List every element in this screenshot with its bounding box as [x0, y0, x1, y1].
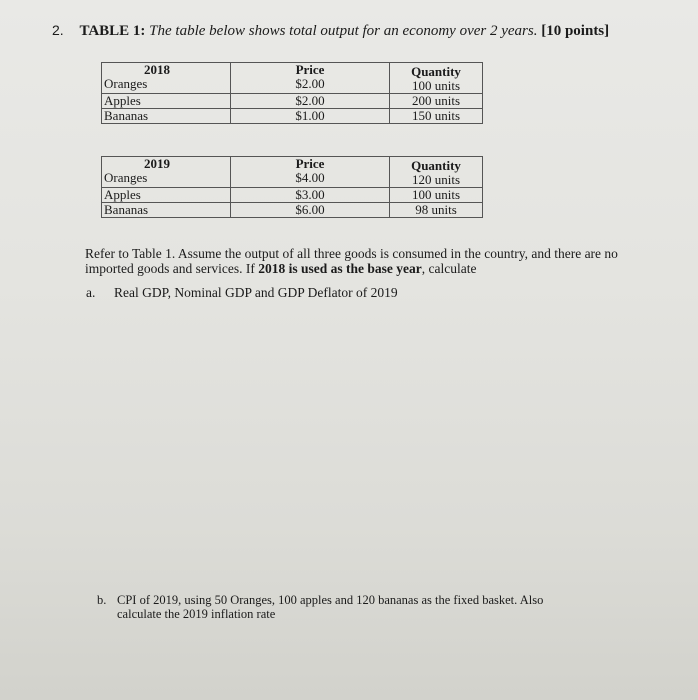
price-value: $1.00	[231, 109, 390, 124]
price-value: $4.00	[295, 170, 325, 185]
table-row	[102, 203, 483, 218]
quantity-value: 98 units	[390, 203, 483, 218]
instructions-paragraph: Refer to Table 1. Assume the output of all three goods is consumed in the country, and there are no imported goods and services. If 2018 is used as the base year, calculate	[85, 246, 618, 276]
table-row	[102, 94, 483, 109]
quantity-value: 100 units	[390, 188, 483, 203]
question-description: The table below shows total output for an economy over 2 years.	[149, 23, 538, 39]
price-header: Price	[295, 62, 325, 77]
part-b-line1: CPI of 2019, using 50 Oranges, 100 apples and 120 bananas as the fixed basket. Also	[117, 593, 544, 607]
table-2019	[101, 156, 483, 218]
year-header: 2019	[144, 156, 170, 171]
part-b-line2: calculate the 2019 inflation rate	[117, 607, 276, 621]
price-value: $3.00	[231, 188, 390, 203]
item-name: Bananas	[102, 203, 231, 218]
quantity-header: Quantity	[411, 64, 461, 79]
table-row	[102, 109, 483, 124]
item-name: Oranges	[104, 76, 148, 91]
part-a-label: a.	[86, 285, 96, 300]
part-a-text: Real GDP, Nominal GDP and GDP Deflator of 2019	[114, 285, 398, 300]
points-label: [10 points]	[541, 23, 610, 39]
question-number: 2.	[52, 22, 64, 38]
price-value: $2.00	[295, 76, 325, 91]
price-value: $2.00	[231, 94, 390, 109]
item-name: Apples	[102, 94, 231, 109]
table-2018	[101, 62, 483, 124]
table-row	[102, 157, 483, 188]
price-value: $6.00	[231, 203, 390, 218]
item-name: Bananas	[102, 109, 231, 124]
table-row	[102, 63, 483, 94]
part-b	[97, 593, 617, 621]
quantity-value: 100 units	[411, 78, 461, 93]
table-label: TABLE 1:	[79, 23, 146, 39]
base-year-emphasis: 2018 is used as the base year	[258, 260, 422, 276]
quantity-value: 200 units	[390, 94, 483, 109]
part-b-label: b.	[97, 593, 107, 607]
item-name: Oranges	[104, 170, 148, 185]
year-header: 2018	[144, 62, 170, 77]
part-a	[86, 285, 398, 301]
quantity-header: Quantity	[411, 158, 461, 173]
quantity-value: 150 units	[390, 109, 483, 124]
item-name: Apples	[102, 188, 231, 203]
question-header	[52, 22, 609, 40]
table-row	[102, 188, 483, 203]
price-header: Price	[295, 156, 325, 171]
quantity-value: 120 units	[411, 172, 461, 187]
